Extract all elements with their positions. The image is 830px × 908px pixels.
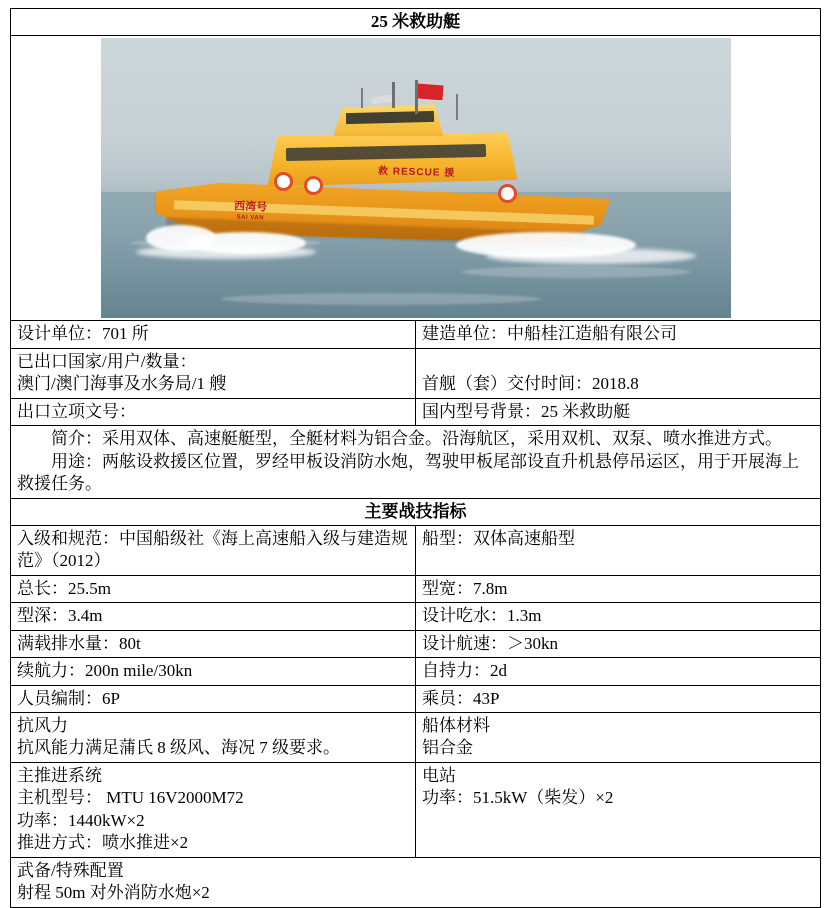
displacement-value: 80t — [119, 633, 141, 653]
ship-type-value: 双体高速船型 — [473, 528, 575, 548]
radar-antenna-icon — [370, 95, 393, 105]
ship-type-label: 船型： — [422, 528, 473, 548]
intro-label: 简介： — [51, 429, 102, 449]
intro-text: 采用双体、高速艇艇型，全艇材料为铝合金。沿海航区，采用双机、双泵、喷水推进方式。 — [102, 429, 782, 449]
self-sustain-value: 2d — [490, 661, 507, 681]
wind-resistance-label: 抗风力 — [17, 716, 68, 735]
class-standard-label: 入级和规范： — [17, 528, 119, 548]
title-row — [11, 9, 821, 36]
displacement-label: 满载排水量： — [17, 633, 119, 653]
speed-cell — [416, 630, 821, 657]
page-title: 25 米救助艇 — [11, 9, 821, 36]
depth-value: 3.4m — [68, 606, 103, 626]
usage-label: 用途： — [51, 451, 102, 471]
self-sustain-label: 自持力： — [422, 661, 490, 681]
wake — [136, 245, 316, 259]
usage-text: 两舷设救援区位置，罗经甲板设消防水炮，驾驶甲板尾部设直升机悬停吊运区，用于开展海上救援任务。 — [17, 451, 799, 494]
table-row — [11, 398, 821, 425]
description-row — [11, 426, 821, 498]
ship-type-cell — [416, 525, 821, 575]
speed-label: 设计航速： — [422, 633, 507, 653]
life-ring-icon — [274, 172, 293, 191]
spec-table — [10, 8, 821, 908]
crew-cell — [11, 685, 416, 712]
endurance-label: 续航力： — [17, 661, 85, 681]
table-row — [11, 658, 821, 685]
hull-material-label: 船体材料 — [422, 716, 490, 735]
hull-name-text — [233, 200, 267, 224]
endurance-cell — [11, 658, 416, 685]
wind-resistance-value: 抗风能力满足蒲氏 8 级风、海况 7 级要求。 — [17, 738, 340, 758]
speed-value: ＞30kn — [507, 633, 558, 653]
depth-cell — [11, 603, 416, 630]
hull-name-en: SAI VAN — [235, 214, 264, 222]
armament-cell — [11, 857, 821, 907]
crew-value: 6P — [102, 688, 120, 708]
power-station-label: 电站 — [422, 765, 456, 785]
design-unit-cell — [11, 321, 416, 348]
displacement-cell — [11, 630, 416, 657]
usage-paragraph — [17, 451, 814, 496]
design-unit-label: 设计单位： — [17, 324, 102, 344]
engine-model: 主机型号： MTU 16V2000M72 — [17, 788, 244, 808]
builder-value: 中船桂江造船有限公司 — [507, 324, 677, 344]
wind-resistance-cell — [11, 713, 416, 763]
national-flag-icon — [418, 83, 444, 100]
beam-label: 型宽： — [422, 578, 473, 598]
rescue-boat — [156, 80, 656, 290]
delivery-time-cell — [416, 348, 821, 398]
photo-row — [11, 36, 821, 321]
vessel-photo-cell — [11, 36, 821, 321]
delivery-time-value: 2018.8 — [592, 374, 639, 394]
engine-power: 功率：1440kW×2 — [17, 810, 145, 830]
table-row — [11, 321, 821, 348]
life-ring-icon — [304, 176, 323, 195]
vessel-photo — [101, 38, 731, 318]
propulsion-cell — [11, 762, 416, 857]
draft-cell — [416, 603, 821, 630]
table-row — [11, 525, 821, 575]
hull-material-cell — [416, 713, 821, 763]
builder-cell — [416, 321, 821, 348]
table-row — [11, 348, 821, 398]
passengers-label: 乘员： — [422, 688, 473, 708]
endurance-value: 200n mile/30kn — [85, 661, 193, 681]
table-row — [11, 713, 821, 763]
antenna — [361, 88, 363, 108]
power-station-value: 功率：51.5kW（柴发）×2 — [422, 788, 614, 808]
draft-label: 设计吃水： — [422, 606, 507, 626]
delivery-time-line — [422, 373, 814, 395]
propulsion-label: 主推进系统 — [17, 765, 102, 785]
domestic-background-cell — [416, 398, 821, 425]
delivery-time-label: 首舰（套）交付时间： — [422, 374, 592, 394]
crew-label: 人员编制： — [17, 688, 102, 708]
antenna — [456, 94, 458, 120]
table-row — [11, 575, 821, 602]
export-countries-value: 澳门/澳门海事及水务局/1 艘 — [17, 374, 227, 394]
export-project-no-label: 出口立项文号： — [17, 401, 136, 421]
hull-material-value: 铝合金 — [422, 738, 473, 758]
domestic-background-label: 国内型号背景： — [422, 401, 541, 421]
propulsion-type: 推进方式：喷水推进×2 — [17, 833, 189, 853]
table-row — [11, 685, 821, 712]
power-station-cell — [416, 762, 821, 857]
description-cell — [11, 426, 821, 498]
mast — [392, 82, 395, 108]
export-countries-cell — [11, 348, 416, 398]
length-value: 25.5m — [68, 578, 111, 598]
self-sustain-cell — [416, 658, 821, 685]
class-standard-cell — [11, 525, 416, 575]
section-header-row — [11, 498, 821, 525]
armament-label: 武备/特殊配置 — [17, 860, 124, 880]
table-row — [11, 603, 821, 630]
passengers-value: 43P — [473, 688, 500, 708]
export-countries-label: 已出口国家/用户/数量： — [17, 351, 197, 371]
passengers-cell — [416, 685, 821, 712]
draft-value: 1.3m — [507, 606, 542, 626]
depth-label: 型深： — [17, 606, 68, 626]
armament-value: 射程 50m 对外消防水炮×2 — [17, 883, 210, 903]
hull-name-cn: 西湾号 — [233, 200, 267, 215]
domestic-background-value: 25 米救助艇 — [541, 401, 631, 421]
beam-cell — [416, 575, 821, 602]
builder-label: 建造单位： — [422, 324, 507, 344]
design-unit-value: 701 所 — [102, 324, 149, 344]
life-ring-icon — [498, 184, 517, 203]
intro-paragraph — [17, 428, 814, 450]
length-cell — [11, 575, 416, 602]
length-label: 总长： — [17, 578, 68, 598]
export-project-no-cell — [11, 398, 416, 425]
table-row — [11, 630, 821, 657]
flag-pole — [415, 80, 418, 114]
table-row — [11, 762, 821, 857]
table-row — [11, 857, 821, 907]
class-standard-value: 中国船级社《海上高速船入级与建造规范》（2012） — [17, 528, 408, 571]
hull-rescue-text: 救 RESCUE 援 — [377, 166, 455, 180]
beam-value: 7.8m — [473, 578, 508, 598]
section-title: 主要战技指标 — [11, 498, 821, 525]
